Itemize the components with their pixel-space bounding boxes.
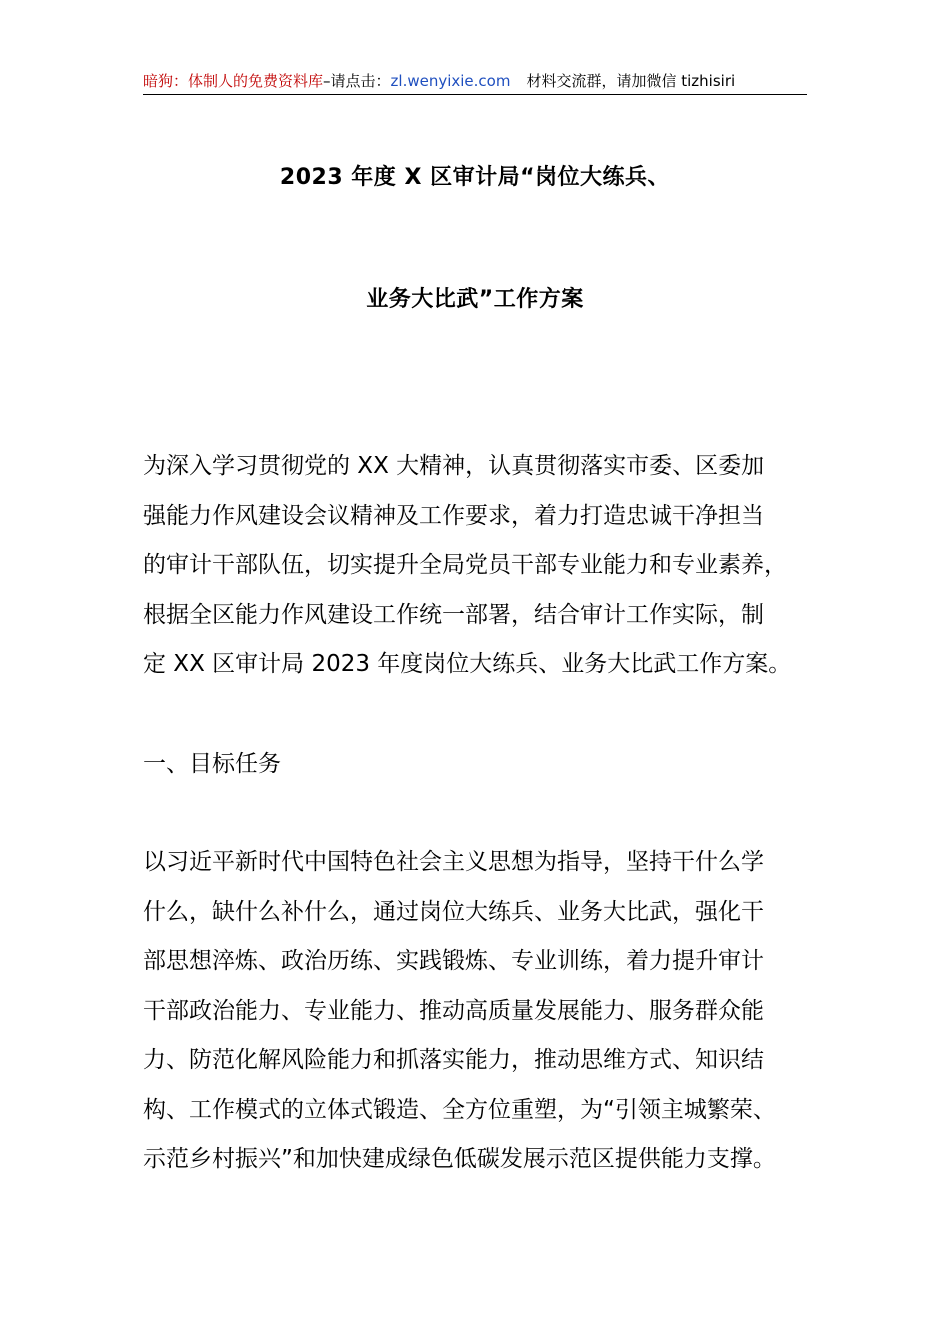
site-name: 暗狗：体制人的免费资料库 [143,72,324,90]
paragraph-line: 力、防范化解风险能力和抓落实能力，推动思维方式、知识结 [143,1047,764,1073]
paragraph-line: 构、工作模式的立体式锻造、全方位重塑，为“引领主城繁荣、 [143,1096,776,1123]
paragraph-line: 示范乡村振兴”和加快建成绿色低碳发展示范区提供能力支撑。 [143,1146,776,1172]
document-title-line-1: 2023 年度 X 区审计局“岗位大练兵、 [279,165,671,190]
paragraph-line: 部思想淬炼、政治历练、实践锻炼、专业训练，着力提升审计 [143,948,764,974]
section-heading-goals [143,740,833,790]
intro-paragraph [143,442,833,690]
section-heading-text: 一、目标任务 [143,751,281,777]
paragraph-line: 为深入学习贯彻党的 XX 大精神，认真贯彻落实市委、区委加 [143,453,765,479]
paragraph-line: 以习近平新时代中国特色社会主义思想为指导，坚持干什么学 [143,849,764,875]
click-prompt: –请点击： [323,72,391,90]
paragraph-line: 干部政治能力、专业能力、推动高质量发展能力、服务群众能 [143,997,764,1024]
paragraph-line: 什么，缺什么补什么，通过岗位大练兵、业务大比武，强化干 [143,898,764,925]
paragraph-line: 根据全区能力作风建设工作统一部署，结合审计工作实际，制 [143,601,764,628]
paragraph-line: 定 XX 区审计局 2023 年度岗位大练兵、业务大比武工作方案。 [143,651,792,677]
group-contact-text: 材料交流群，请加微信 tizhisiri [526,72,736,90]
document-title-line-2: 业务大比武”工作方案 [366,287,584,312]
page-header-banner [143,70,807,95]
paragraph-line: 强能力作风建设会议精神及工作要求，着力打造忠诚干净担当 [143,502,764,529]
paragraph-line: 的审计干部队伍，切实提升全局党员干部专业能力和专业素养， [143,552,787,578]
goals-paragraph [143,838,833,1185]
site-url-link[interactable]: zl.wenyixie.com [390,72,511,90]
